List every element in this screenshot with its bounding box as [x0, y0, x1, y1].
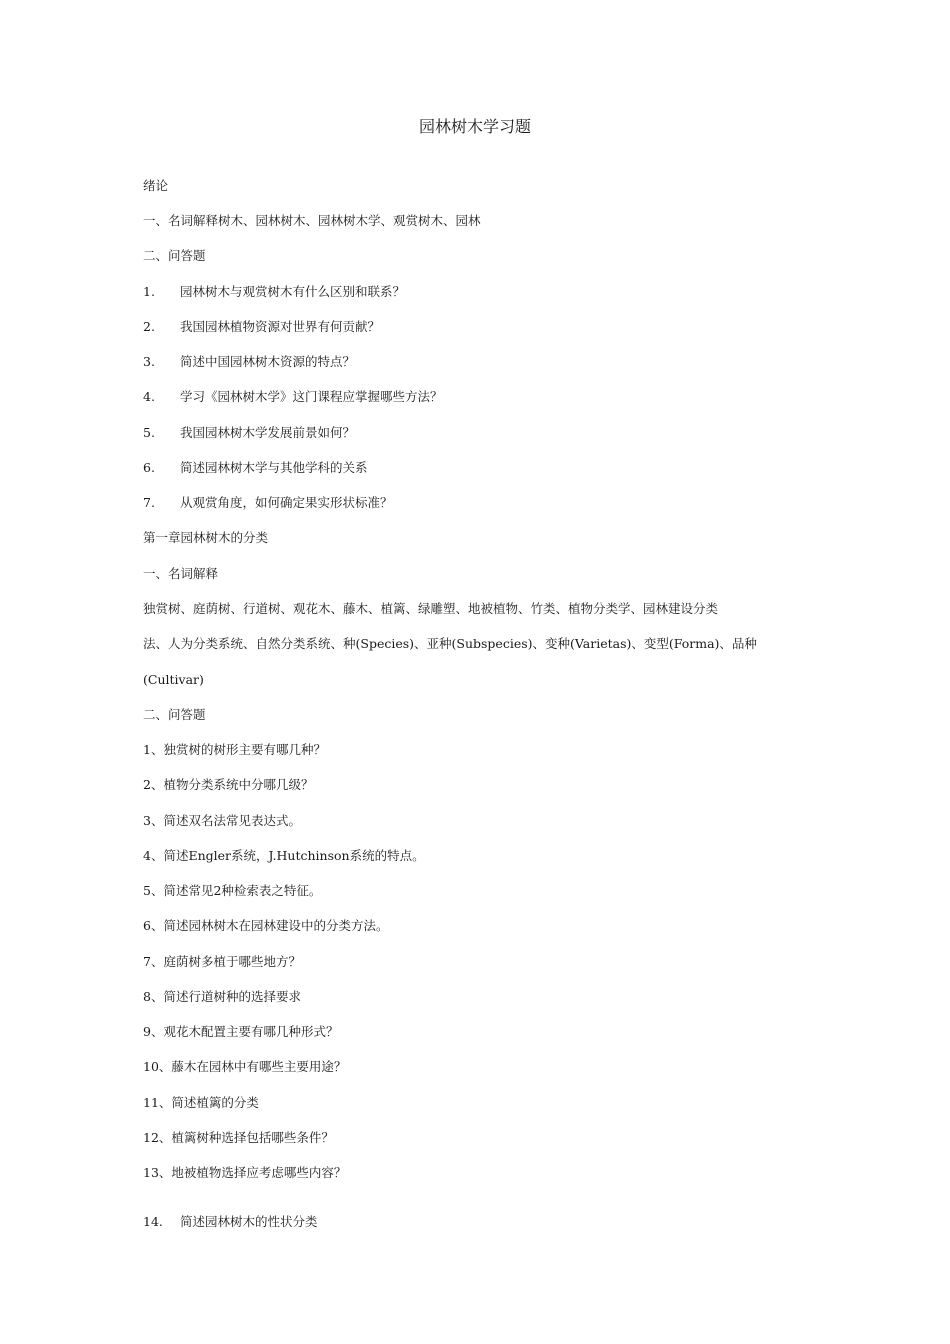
section-heading-intro: 绪论 — [143, 178, 169, 193]
list-item: 14. 简述园林树木的性状分类 — [143, 1214, 318, 1229]
list-item: 5、简述常见2种检索表之特征。 — [143, 883, 322, 898]
list-item: 6. 简述园林树木学与其他学科的关系 — [143, 460, 368, 475]
list-item: 4. 学习《园林树木学》这门课程应掌握哪些方法？ — [143, 389, 443, 404]
item-number: 7. — [143, 495, 155, 510]
list-item: 6、简述园林树木在园林建设中的分类方法。 — [143, 918, 389, 933]
item-number: 4. — [143, 389, 155, 404]
paragraph-line: (Cultivar) — [143, 672, 204, 687]
list-item: 3、简述双名法常见表达式。 — [143, 813, 301, 828]
paragraph-line: 法、人为分类系统、自然分类系统、种(Species)、亚种(Subspecies)、变种(Varietas)、变型(Forma)、品种 — [143, 636, 757, 651]
page-title: 园林树木学习题 — [418, 117, 531, 136]
list-item: 二、问答题 — [143, 248, 206, 263]
list-item: 7. 从观赏角度，如何确定果实形状标准？ — [143, 495, 393, 510]
item-number: 6. — [143, 460, 155, 475]
list-item: 13、地被植物选择应考虑哪些内容？ — [143, 1165, 347, 1180]
list-item: 1. 园林树木与观赏树木有什么区别和联系？ — [143, 284, 406, 299]
list-item: 10、藤木在园林中有哪些主要用途？ — [143, 1059, 347, 1074]
item-number: 5. — [143, 425, 155, 440]
list-item: 9、观花木配置主要有哪几种形式？ — [143, 1024, 339, 1039]
list-item: 8、简述行道树种的选择要求 — [143, 989, 301, 1004]
paragraph-line: 独赏树、庭荫树、行道树、观花木、藤木、植篱、绿雕塑、地被植物、竹类、植物分类学、园林建设分类 — [143, 601, 719, 616]
list-item: 二、问答题 — [143, 707, 206, 722]
list-item: 2、植物分类系统中分哪几级？ — [143, 777, 314, 792]
list-item: 一、名词解释 — [143, 566, 219, 581]
list-item: 3. 简述中国园林树木资源的特点？ — [143, 354, 356, 369]
list-item: 11、简述植篱的分类 — [143, 1095, 259, 1110]
section-heading-chapter-1: 第一章园林树木的分类 — [143, 530, 269, 545]
item-number: 1. — [143, 284, 155, 299]
item-number: 2. — [143, 319, 155, 334]
list-item: 4、简述Engler系统，J.Hutchinson系统的特点。 — [143, 848, 425, 863]
list-item: 1、独赏树的树形主要有哪几种？ — [143, 742, 326, 757]
list-item: 7、庭荫树多植于哪些地方？ — [143, 954, 301, 969]
item-number: 3. — [143, 354, 155, 369]
list-item: 5. 我国园林树木学发展前景如何？ — [143, 425, 356, 440]
item-number: 14. — [143, 1214, 163, 1229]
list-item: 12、植篱树种选择包括哪些条件？ — [143, 1130, 334, 1145]
list-item: 2. 我国园林植物资源对世界有何贡献？ — [143, 319, 381, 334]
list-item: 一、名词解释树木、园林树木、园林树木学、观赏树木、园林 — [143, 213, 481, 228]
